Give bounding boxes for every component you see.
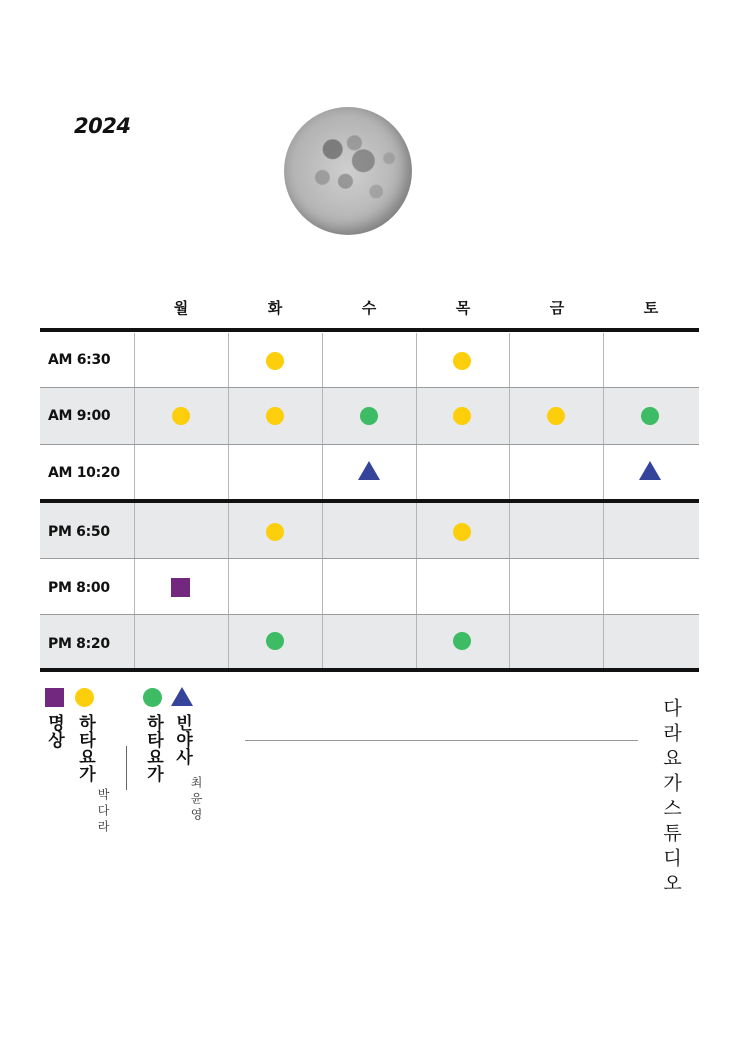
am-pm-divider-rule: [40, 499, 699, 503]
vinyasa-triangle-icon: [171, 687, 193, 706]
day-header-mon: 월: [173, 299, 189, 317]
hatha-yellow-circle-icon: [547, 407, 565, 425]
row-divider: [40, 558, 699, 559]
decorative-line: [245, 740, 638, 741]
table-top-rule: [40, 328, 699, 332]
table-bottom-rule: [40, 668, 699, 672]
row-am-0630: [40, 333, 699, 387]
meditation-square-icon: [171, 578, 190, 597]
legend-teacher-a: 박다라: [96, 788, 110, 836]
day-header-thu: 목: [455, 299, 471, 317]
hatha-yellow-circle-icon: [453, 523, 471, 541]
hatha-green-circle-icon: [266, 632, 284, 650]
row-divider: [40, 387, 699, 388]
hatha-yellow-circle-icon: [266, 407, 284, 425]
row-pm-0800: [40, 559, 699, 614]
hatha-yellow-circle-icon: [266, 352, 284, 370]
year-title: 2024: [74, 114, 131, 138]
time-label-pm-0650: PM 6:50: [48, 524, 110, 540]
time-label-am-0630: AM 6:30: [48, 352, 111, 368]
hatha-green-circle-icon: [143, 688, 162, 707]
vinyasa-triangle-icon: [639, 461, 661, 480]
legend-vinyasa: 빈야사: [172, 714, 192, 765]
row-pm-0820: [40, 615, 699, 668]
day-header-sat: 토: [643, 299, 659, 317]
day-header-wed: 수: [361, 299, 377, 317]
hatha-yellow-circle-icon: [172, 407, 190, 425]
hatha-green-circle-icon: [453, 632, 471, 650]
legend-meditation: 명상: [44, 714, 64, 748]
day-header-fri: 금: [549, 299, 565, 317]
row-divider: [40, 444, 699, 445]
legend-divider: [126, 746, 127, 790]
legend-teacher-b: 최윤영: [189, 776, 203, 824]
time-label-am-1020: AM 10:20: [48, 465, 120, 481]
studio-name: 다라요가스튜디오: [660, 698, 682, 898]
hatha-yellow-circle-icon: [266, 523, 284, 541]
vinyasa-triangle-icon: [358, 461, 380, 480]
hatha-yellow-circle-icon: [453, 352, 471, 370]
time-label-am-0900: AM 9:00: [48, 408, 111, 424]
hatha-yellow-circle-icon: [453, 407, 471, 425]
hatha-green-circle-icon: [641, 407, 659, 425]
day-header-tue: 화: [267, 299, 283, 317]
hatha-yellow-circle-icon: [75, 688, 94, 707]
time-label-pm-0800: PM 8:00: [48, 580, 110, 596]
time-label-pm-0820: PM 8:20: [48, 636, 110, 652]
row-divider: [40, 614, 699, 615]
meditation-square-icon: [45, 688, 64, 707]
row-pm-0650: [40, 503, 699, 558]
legend-hatha-yoga-b: 하타요가: [143, 714, 163, 782]
full-moon-image: [284, 107, 412, 235]
legend-hatha-yoga-a: 하타요가: [75, 714, 95, 782]
hatha-green-circle-icon: [360, 407, 378, 425]
